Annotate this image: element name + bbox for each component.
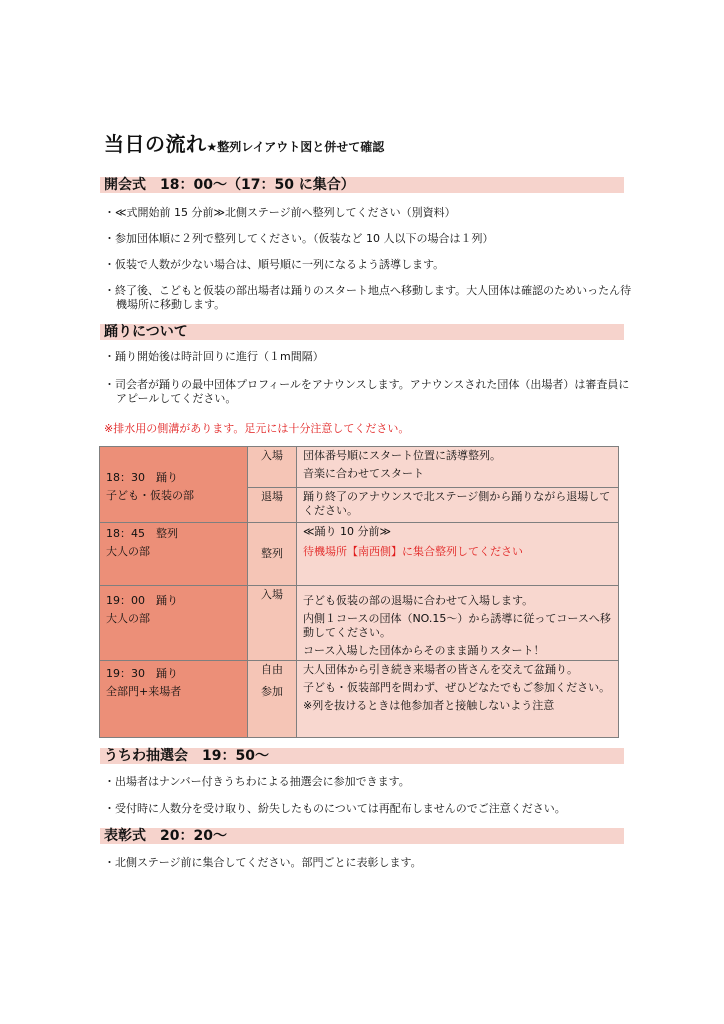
row4-key-2: 参加 [261,685,283,698]
table-row [100,447,619,488]
row1-key-1: 入場 [248,447,297,488]
table-row [100,523,619,586]
row2-detail [297,523,619,586]
row4-time-cell [100,661,248,738]
row4-key-1: 自由 [261,663,283,676]
table-row [100,586,619,661]
row3-key: 入場 [248,586,297,661]
table-row [100,661,619,738]
drain-warning-note: ※排水用の側溝があります。足元には十分注意してください。 [104,422,410,435]
row4-detail-2: 子ども・仮装部門を問わず、ぜひどなたでもご参加ください。 [303,681,611,694]
opening-item-2: ・参加団体順に２列で整列してください。（仮装など 10 人以下の場合は１列） [104,232,494,245]
uchiwa-item-2: ・受付時に人数分を受け取り、紛失したものについては再配布しませんのでご注意ください。 [104,802,566,815]
uchiwa-item-1: ・出場者はナンバー付きうちわによる抽選会に参加できます。 [104,775,410,788]
section-heading-dance: 踊りについて [100,324,624,340]
opening-item-4: ・終了後、こどもと仮装の部出場者は踊りのスタート地点へ移動します。大人団体は確認のためいったん待機場所に移動します。 [104,284,632,311]
row2-key: 整列 [248,523,297,586]
dance-item-2: ・司会者が踊りの最中団体プロフィールをアナウンスします。アナウンスされた団体（出場者）は審査員にアピールしてください。 [104,378,630,405]
title-sub: ★整列レイアウト図と併せて確認 [206,140,385,154]
section-heading-opening: 開会式 18：00〜（17：50 に集合） [100,177,624,193]
title-main: 当日の流れ [104,132,207,156]
opening-item-3: ・仮装で人数が少ない場合は、順号順に一列になるよう誘導します。 [104,258,445,271]
row1-detail-2: 踊り終了のアナウンスで北ステージ側から踊りながら退場してください。 [297,488,619,523]
row4-detail-1: 大人団体から引き続き来場者の皆さんを交えて盆踊り。 [303,663,578,676]
row4-group: 全部門+来場者 [106,685,182,698]
row3-group: 大人の部 [106,612,150,625]
row2-time: 18：45 整列 [106,527,178,540]
section-heading-uchiwa: うちわ抽選会 19：50〜 [100,748,624,764]
row3-time-cell [100,586,248,661]
row1-detail-1 [297,447,619,488]
row3-detail-3: コース入場した団体からそのまま踊りスタート！ [303,644,545,657]
row1-detail-1a: 団体番号順にスタート位置に誘導整列。 [303,449,501,462]
dance-item-1: ・踊り開始後は時計回りに進行（１m間隔） [104,350,324,363]
row1-time-cell [100,447,248,523]
row3-detail-1: 子ども仮装の部の退場に合わせて入場します。 [303,594,534,607]
row1-detail-1b: 音楽に合わせてスタート [303,467,424,480]
row4-detail-3: ※列を抜けるときは他参加者と接触しないよう注意 [303,699,555,712]
row2-group: 大人の部 [106,545,150,558]
section-heading-award: 表彰式 20：20〜 [100,828,624,844]
row3-detail [297,586,619,661]
row4-key [248,661,297,738]
page-title [104,128,384,157]
schedule-table [99,446,619,738]
row2-time-cell [100,523,248,586]
opening-item-1: ・≪式開始前 15 分前≫北側ステージ前へ整列してください（別資料） [104,206,456,219]
row3-detail-2: 内側１コースの団体（NO.15〜）から誘導に従ってコースへ移動してください。 [303,612,611,639]
row2-detail-1: ≪踊り 10 分前≫ [303,525,392,538]
row3-time: 19：00 踊り [106,594,178,607]
row1-group: 子ども・仮装の部 [106,489,194,502]
row4-time: 19：30 踊り [106,667,178,680]
row4-detail [297,661,619,738]
row1-key-2: 退場 [248,488,297,523]
award-item-1: ・北側ステージ前に集合してください。部門ごとに表彰します。 [104,856,422,869]
row2-detail-2: 待機場所【南西側】に集合整列してください [303,545,523,558]
row1-time: 18：30 踊り [106,471,178,484]
